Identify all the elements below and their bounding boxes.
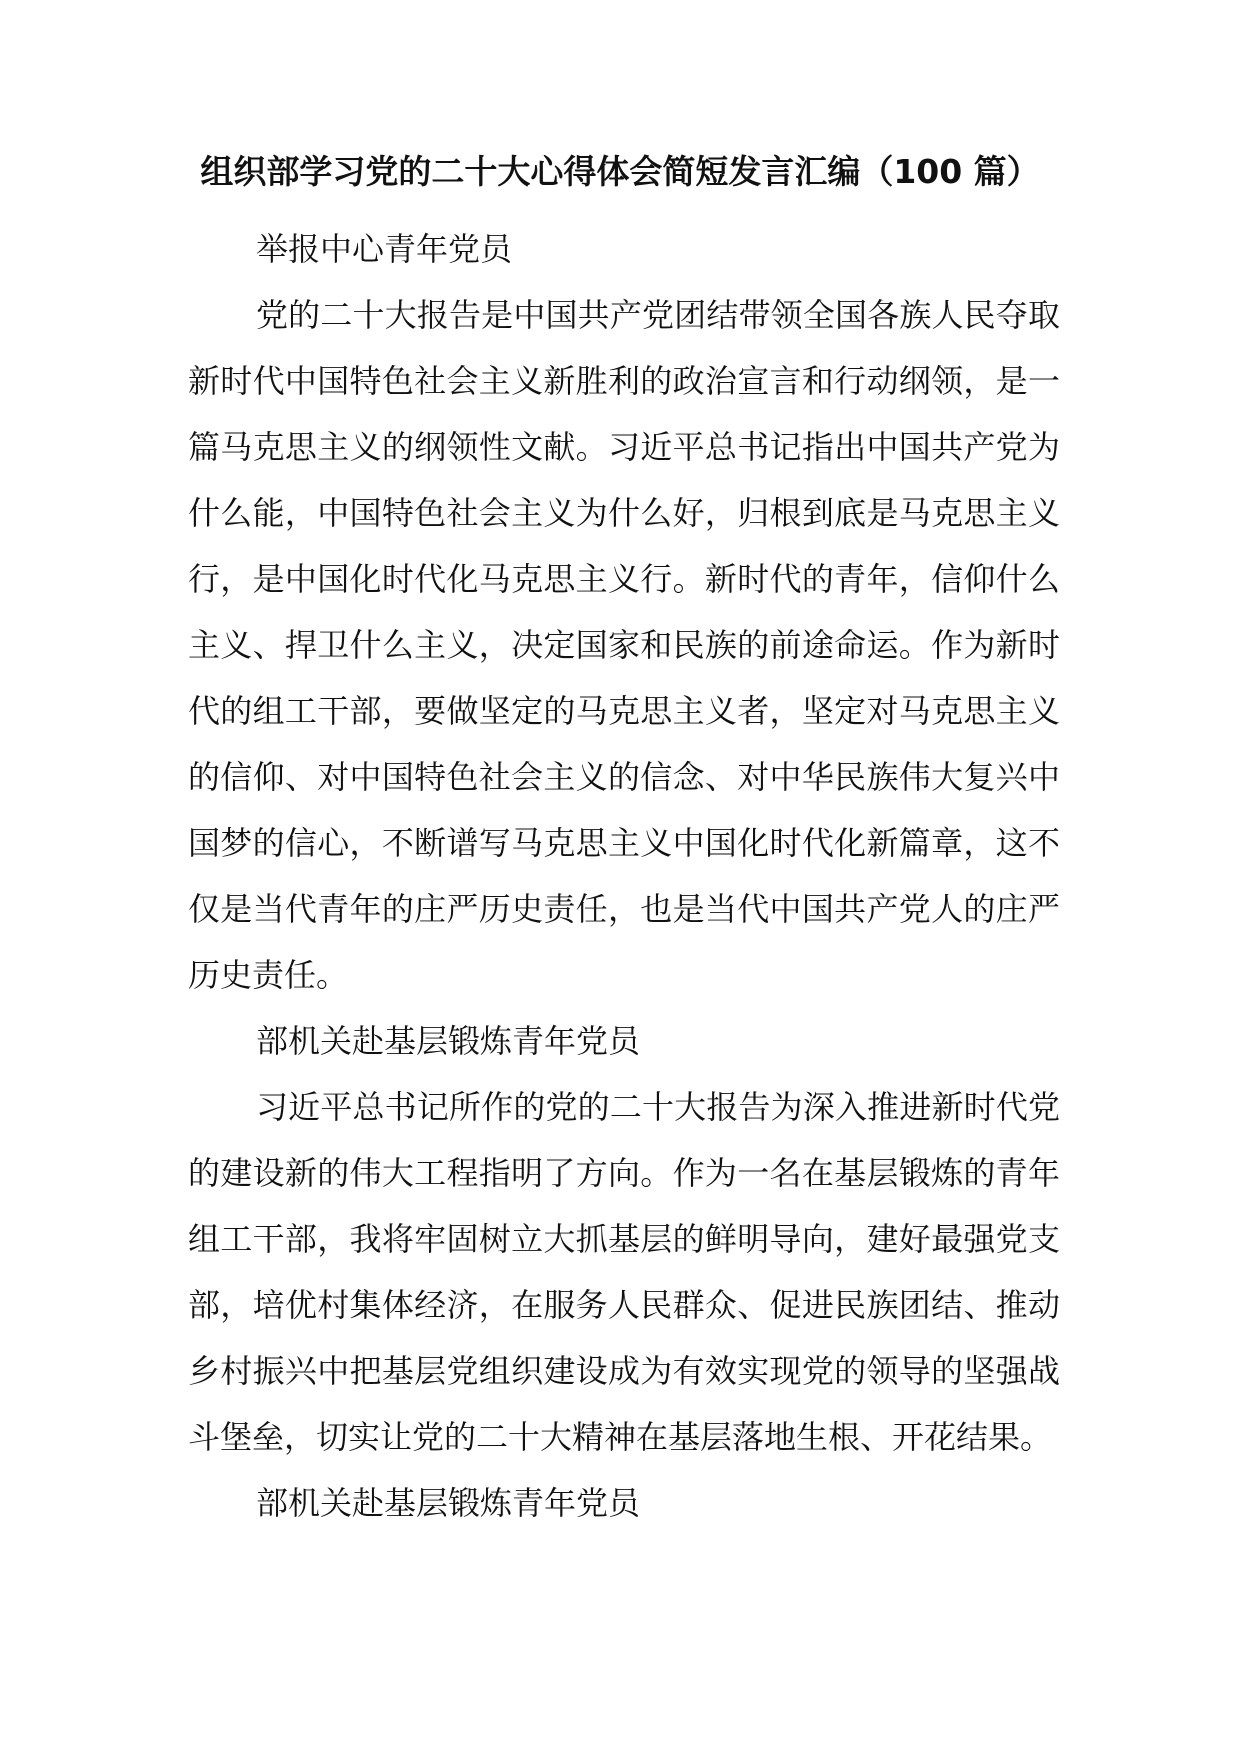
section-author: 举报中心青年党员 <box>256 230 513 268</box>
section-paragraph: 习近平总书记所作的党的二十大报告为深入推进新时代党的建设新的伟大工程指明了方向。作为一名在基层锻炼的青年组工干部，我将牢固树立大抓基层的鲜明导向，建好最强党支部，培优村集体经济，在服务人民群众、促进民族团结、推动乡村振兴中把基层党组织建设成为有效实现党的领导的坚强战斗堡垒，切实让党的二十大精神在基层落地生根、开花结果。 <box>188 1088 1060 1456</box>
section-paragraph: 党的二十大报告是中国共产党团结带领全国各族人民夺取新时代中国特色社会主义新胜利的政治宣言和行动纲领，是一篇马克思主义的纲领性文献。习近平总书记指出中国共产党为什么能，中国特色社会主义为什么好，归根到底是马克思主义行，是中国化时代化马克思主义行。新时代的青年，信仰什么主义、捍卫什么主义，决定国家和民族的前途命运。作为新时代的组工干部，要做坚定的马克思主义者，坚定对马克思主义的信仰、对中国特色社会主义的信念、对中华民族伟大复兴中国梦的信心，不断谱写马克思主义中国化时代化新篇章，这不仅是当代青年的庄严历史责任，也是当代中国共产党人的庄严历史责任。 <box>188 296 1060 994</box>
section-author: 部机关赴基层锻炼青年党员 <box>256 1022 641 1060</box>
section-author: 部机关赴基层锻炼青年党员 <box>256 1484 641 1522</box>
document-body <box>188 216 1060 1536</box>
document-title: 组织部学习党的二十大心得体会简短发言汇编（100 篇） <box>200 152 1040 191</box>
